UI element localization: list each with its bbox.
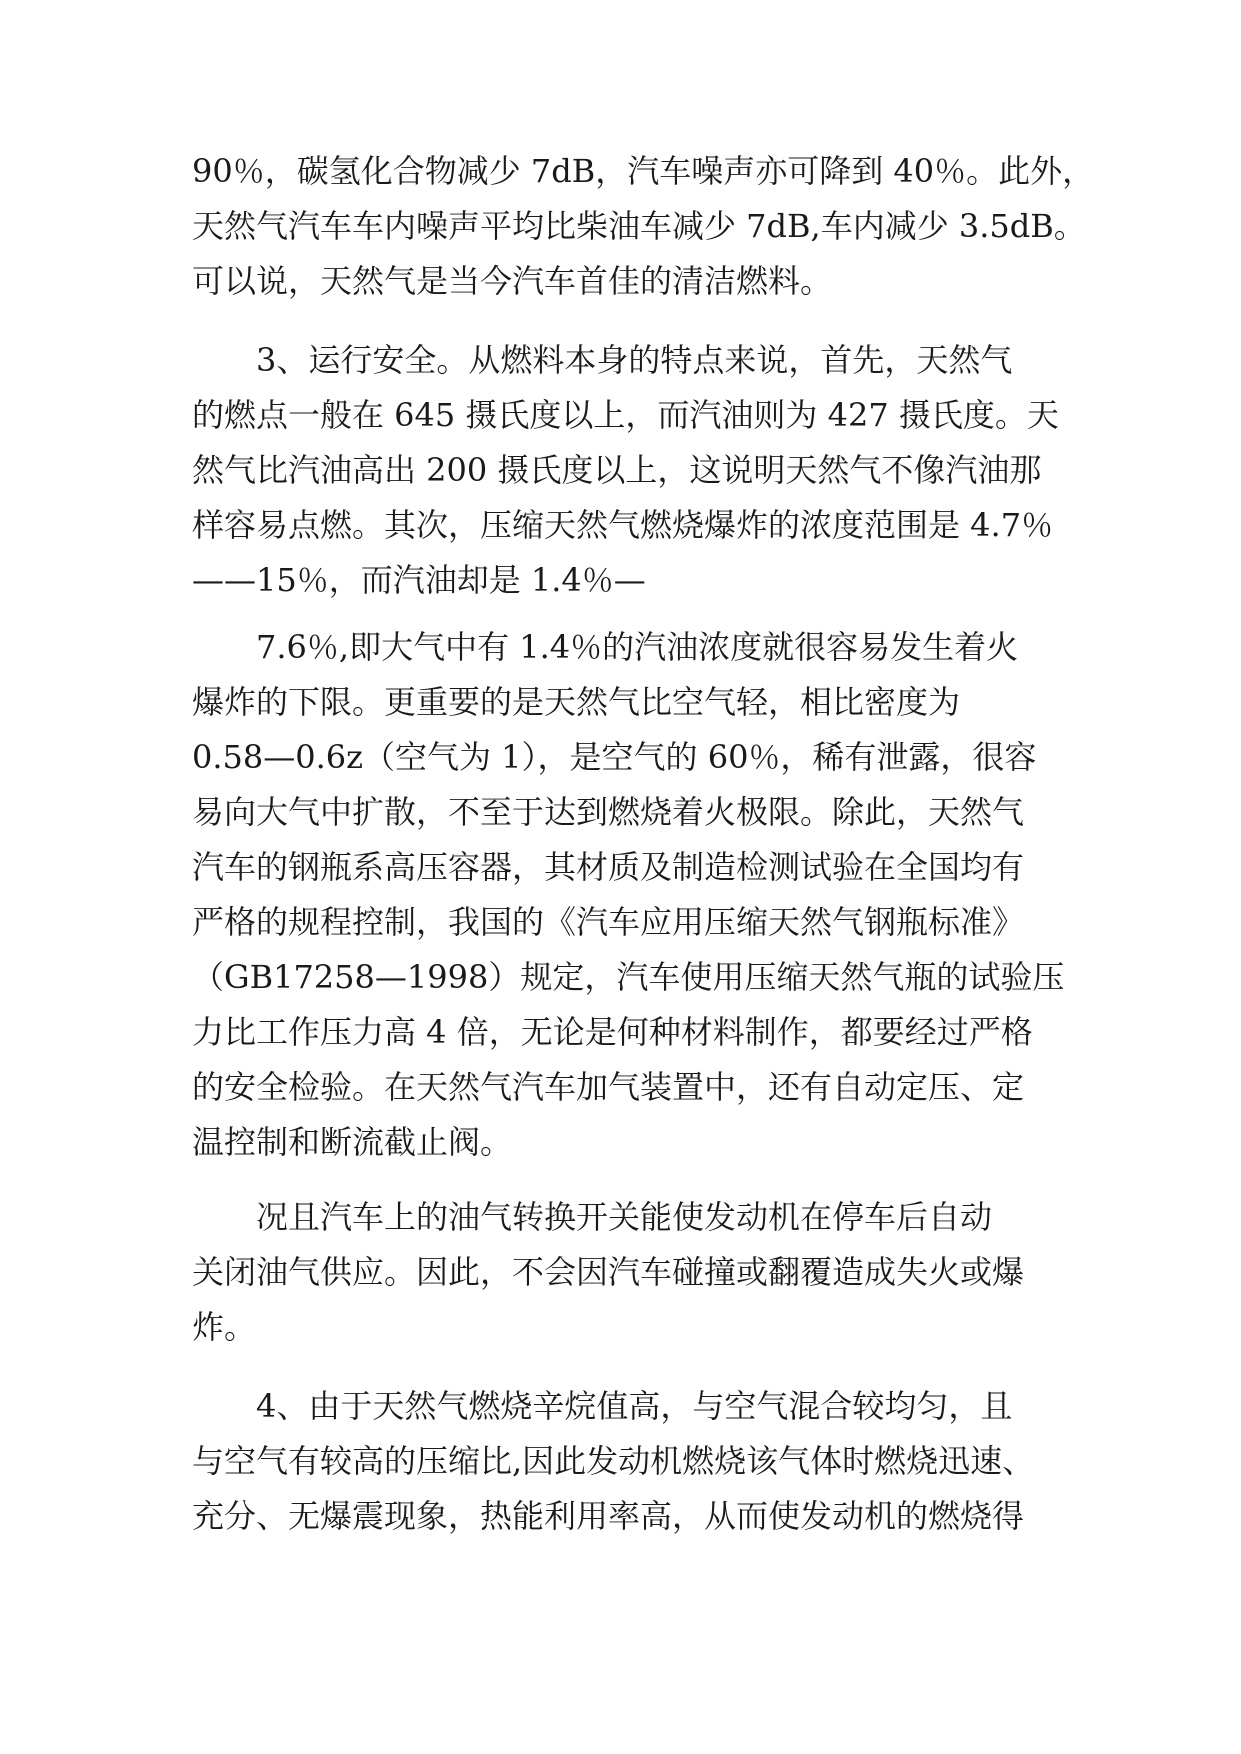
text-line: 严格的规程控制，我国的《汽车应用压缩天然气钢瓶标准》 [192,903,1025,941]
text-line: ——15％，而汽油却是 1.4％— [192,561,646,599]
text-line: 与空气有较高的压缩比,因此发动机燃烧该气体时燃烧迅速、 [192,1442,1035,1480]
text-line: （GB17258—1998）规定，汽车使用压缩天然气瓶的试验压 [192,958,1065,996]
text-line: 的安全检验。在天然气汽车加气装置中，还有自动定压、定 [192,1068,1025,1106]
text-line: 然气比汽油高出 200 摄氏度以上，这说明天然气不像汽油那 [192,451,1042,489]
text-line: 易向大气中扩散，不至于达到燃烧着火极限。除此，天然气 [192,793,1025,831]
text-line: 关闭油气供应。因此，不会因汽车碰撞或翻覆造成失火或爆 [192,1253,1025,1291]
text-line: 汽车的钢瓶系高压容器，其材质及制造检测试验在全国均有 [192,848,1025,886]
text-line: 4、由于天然气燃烧辛烷值高，与空气混合较均匀，且 [256,1387,1013,1425]
text-line: 3、运行安全。从燃料本身的特点来说，首先，天然气 [256,341,1013,379]
text-line: 充分、无爆震现象，热能利用率高，从而使发动机的燃烧得 [192,1497,1025,1535]
text-line: 可以说，天然气是当今汽车首佳的清洁燃料。 [192,262,833,300]
text-line: 天然气汽车车内噪声平均比柴油车减少 7dB,车内减少 3.5dB。 [192,207,1086,245]
text-line: 力比工作压力高 4 倍，无论是何种材料制作，都要经过严格 [192,1013,1033,1051]
text-line: 0.58—0.6z（空气为 1），是空气的 60％，稀有泄露，很容 [192,738,1037,776]
text-line: 90％，碳氢化合物减少 7dB，汽车噪声亦可降到 40％。此外， [192,152,1095,190]
text-line: 炸。 [192,1308,257,1346]
text-line: 况且汽车上的油气转换开关能使发动机在停车后自动 [256,1198,993,1236]
text-line: 的燃点一般在 645 摄氏度以上，而汽油则为 427 摄氏度。天 [192,396,1059,434]
text-line: 温控制和断流截止阀。 [192,1123,513,1161]
text-line: 爆炸的下限。更重要的是天然气比空气轻，相比密度为 [192,683,961,721]
text-line: 7.6％,即大气中有 1.4％的汽油浓度就很容易发生着火 [256,628,1019,666]
text-line: 样容易点燃。其次，压缩天然气燃烧爆炸的浓度范围是 4.7％ [192,506,1054,544]
